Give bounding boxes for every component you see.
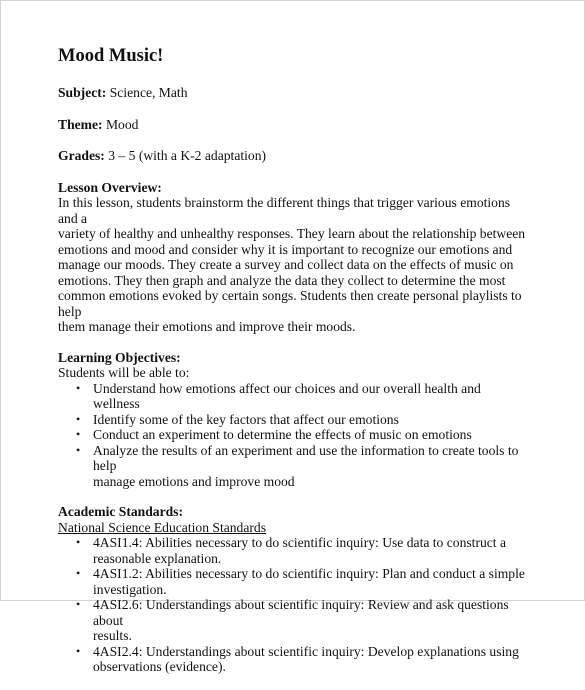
list-item-line: 4ASI2.6: Understandings about scientific inquiry: Review and ask questions about [93,597,509,628]
list-item [58,412,528,428]
learning-objectives-heading: Learning Objectives: [58,349,181,365]
overview-line: common emotions evoked by certain songs. Students then create personal playlists to help [58,288,522,319]
list-item-line: Identify some of the key factors that affect our emotions [93,411,399,427]
list-item [58,427,528,443]
academic-standards-section [58,504,528,675]
list-item-line: Conduct an experiment to determine the effects of music on emotions [93,427,472,442]
objectives-intro: Students will be able to: [58,365,190,380]
theme-value: Mood [102,116,139,132]
overview-line: them manage their emotions and improve their moods. [58,319,356,334]
list-item [58,597,528,644]
bullet-icon: • [76,427,81,441]
bullet-icon: • [76,535,81,549]
bullet-icon: • [76,380,81,395]
standards-list [58,535,528,675]
lesson-overview-text [58,195,528,335]
document-title: Mood Music! [58,46,164,66]
overview-line: emotions. They then graph and analyze the data they collect to determine the most [58,272,506,288]
bullet-icon: • [76,411,81,426]
theme-label: Theme: [58,116,103,132]
document-content [58,45,528,690]
list-item-line: 4ASI1.2: Abilities necessary to do scientific inquiry: Plan and conduct a simple [93,566,525,581]
list-item-line: manage emotions and improve mood [93,473,295,489]
overview-line: emotions and mood and consider why it is important to recognize our emotions and [58,241,513,257]
theme-field [58,117,528,133]
lesson-overview-heading: Lesson Overview: [58,179,162,195]
overview-line: In this lesson, students brainstorm the different things that trigger various emotions and a [58,195,511,226]
list-item [58,443,528,490]
bullet-icon: • [76,566,81,580]
list-item-line: 4ASI1.4: Abilities necessary to do scientific inquiry: Use data to construct a [93,535,507,550]
list-item-line: 4ASI2.4: Understandings about scientific inquiry: Develop explanations using [93,643,519,659]
academic-standards-heading: Academic Standards: [58,504,183,519]
list-item-line: Analyze the results of an experiment and use the information to create tools to help [93,442,519,473]
grades-field [58,148,528,164]
bullet-icon: • [76,643,81,658]
subject-value: Science, Math [106,85,188,100]
list-item [58,381,528,412]
lesson-overview-section [58,180,528,335]
list-item-line: observations (evidence). [93,659,226,674]
subject-label: Subject: [58,85,107,100]
bullet-icon: • [76,597,81,611]
science-standards-subheading: National Science Education Standards [58,519,266,535]
list-item-line: reasonable explanation. [93,550,222,566]
objectives-list [58,381,528,490]
bullet-icon: • [76,442,81,457]
list-item-line: results. [93,628,132,643]
list-item-line: investigation. [93,581,167,597]
list-item-line: Understand how emotions affect our choices and our overall health and wellness [93,380,481,411]
list-item [58,566,528,597]
grades-label: Grades: [58,148,105,163]
overview-line: variety of healthy and unhealthy responses. They learn about the relationship between [58,226,526,241]
learning-objectives-section [58,350,528,490]
list-item [58,535,528,566]
subject-field [58,85,528,101]
overview-line: manage our moods. They create a survey and collect data on the effects of music on [58,257,514,272]
list-item [58,644,528,675]
grades-value: 3 – 5 (with a K-2 adaptation) [104,148,267,163]
